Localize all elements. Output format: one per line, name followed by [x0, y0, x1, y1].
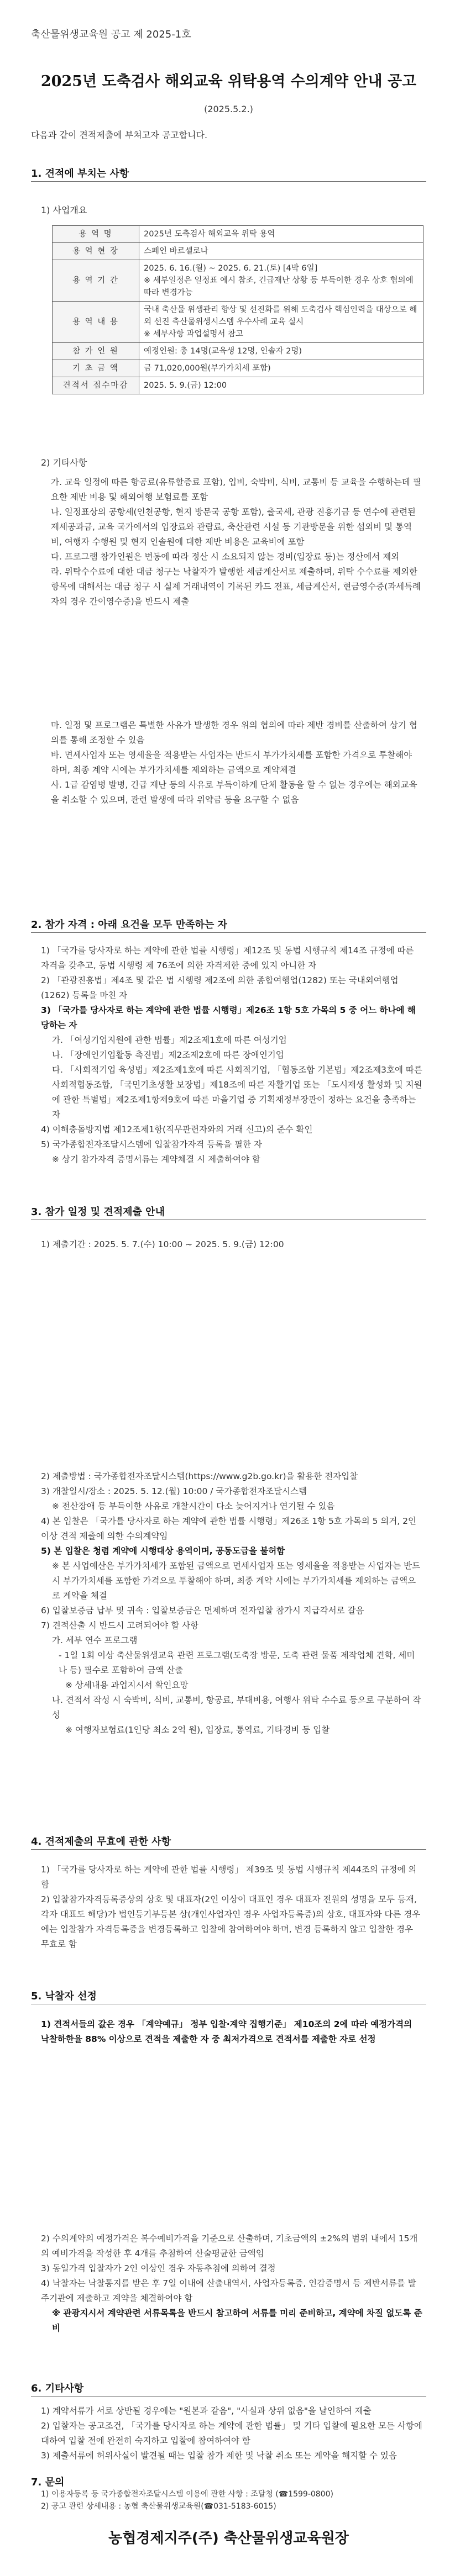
section-3-heading: 3. 참가 일정 및 견적제출 안내: [31, 1206, 165, 1218]
list-item: 2) 「관광진흥법」제4조 및 같은 법 시행령 제2조에 의한 종합여행업(1282) 또는 국내외여행업(1262) 등록을 마친 자: [41, 975, 399, 1000]
list-item: 4) 낙찰자는 낙찰통지를 받은 후 7일 이내에 산출내역서, 사업자등록증, 인감증명서 등 제반서류를 발주기관에 제출하고 계약을 체결하여야 함: [41, 2278, 416, 2303]
project-overview-table: [52, 225, 423, 394]
list-item: 3) 제출서류에 허위사실이 발견될 때는 입찰 참가 제한 및 낙찰 취소 또는 계약을 해지할 수 있음: [41, 2451, 397, 2461]
list-item: 1) 「국가를 당사자로 하는 계약에 관한 법률 시행령」제12조 및 동법 시행규칙 제14조 규정에 따른 자격을 갖추고, 동법 시행령 제 76조에 의한 자격제한 중에 있지 아니한 자: [41, 946, 414, 970]
section-2-items: [41, 943, 422, 1167]
intro-text: 다음과 같이 견적제출에 부쳐고자 공고합니다.: [31, 130, 208, 140]
list-item: 마. 일정 및 프로그램은 특별한 사유가 발생한 경우 위의 협의에 따라 제반 경비를 산출하여 상기 협의를 통해 조정할 수 있음: [51, 720, 417, 745]
list-item: 1) 제출기간 : 2025. 5. 7.(수) 10:00 ~ 2025. 5. 9.(금) 12:00: [41, 1239, 284, 1249]
list-item: ※ 본 사업예산은 부가가치세가 포함된 금액으로 면세사업자 또는 영세율을 적용받는 사업자는 반드시 부가가치세를 포함한 가격으로 투찰해야 하며, 최종 계약 시에는 부가가치세를 제외하는 금액으로 계약을 체결: [52, 1561, 421, 1601]
section-7-heading: 7. 문의: [31, 2477, 65, 2488]
list-item: 2) 제출방법 : 국가종합전자조달시스템(https://www.g2b.go.kr)을 활용한 전자입찰: [41, 1471, 358, 1481]
list-item: 다. 「사회적기업 육성법」제2조제1호에 따른 사회적기업, 「협동조합 기본법」제2조제3호에 따른 사회적협동조합, 「국민기초생활 보장법」제18조에 따른 자활기업 또는 「도시재생 활성화 및 지원에 관한 특별법」제2조제1항제9호에 따른 마을기업 중 기획재정부장관이 정하는 요건을 충족하는 자: [52, 1065, 422, 1120]
list-item: 가. 세부 연수 프로그램: [52, 1635, 138, 1645]
section-5-items: [41, 2017, 422, 2047]
section-5-items-cont: [41, 2231, 422, 2336]
list-item: 1) 「국가를 당사자로 하는 계약에 관한 법률 시행령」 제39조 및 동법 시행규칙 제44조의 규정에 의함: [41, 1865, 417, 1889]
table-row: 참 가 인 원 예정인원: 총 14명(교육생 12명, 인솔자 2명): [53, 343, 423, 360]
list-item: 2) 입찰자는 공고조건, 「국가를 당사자로 하는 계약에 관한 법률」 및 기타 입찰에 필요한 모든 사항에 대하여 입찰 전에 완전히 숙지하고 입찰에 참여하여야 함: [41, 2421, 422, 2446]
notice-date: (2025.5.2.): [204, 104, 253, 114]
list-item: 5) 본 입찰은 청렴 계약에 시행대상 용역이며, 공동도급을 불허함: [41, 1546, 285, 1556]
list-item: 사. 1급 감염병 발병, 긴급 재난 등의 사유로 부득이하게 단체 활동을 할 수 없는 경우에는 해외교육을 취소할 수 있으며, 관련 발생에 따라 위약금 등을 요구할 수 없음: [51, 780, 417, 805]
list-item: ※ 전산장애 등 부득이한 사유로 개찰시간이 다소 늦어지거나 연기될 수 있음: [52, 1501, 335, 1511]
section-7-items: [41, 2488, 422, 2512]
list-item: 1) 계약서류가 서로 상반될 경우에는 "원본과 같음", "사실과 상위 없음"을 날인하여 제출: [41, 2406, 372, 2416]
list-item: 바. 면세사업자 또는 영세율을 적용받는 사업자는 반드시 부가가치세를 포함한 가격으로 투찰해야 하며, 최종 계약 시에는 부가가치세를 제외하는 금액으로 계약체결: [51, 750, 412, 775]
table-row: 용 역 내 용 국내 축산물 위생관리 향상 및 선진화를 위해 도축검사 핵심인력을 대상으로 해외 선진 축산물위생시스템 우수사례 교육 실시 ※ 세부사항 과업설명서 참고: [53, 302, 423, 343]
list-item: 6) 입찰보증금 납부 및 귀속 : 입찰보증금은 면제하며 전자입찰 참가시 지급각서로 갈음: [41, 1606, 364, 1616]
list-item: 3) 개찰일시/장소 : 2025. 5. 12.(월) 10:00 / 국가종합전자조달시스템: [41, 1486, 307, 1496]
notice-title: 2025년 도축검사 해외교육 위탁용역 수의계약 안내 공고: [40, 73, 417, 90]
section-3-items-cont: [41, 1469, 422, 1738]
list-item: 나. 견적서 작성 시 숙박비, 식비, 교통비, 항공료, 부대비용, 여행사 위탁 수수료 등으로 구분하여 작성: [52, 1695, 421, 1720]
list-item: ※ 상세내용 과업지시서 확인요망: [65, 1680, 189, 1690]
section-2-heading: 2. 참가 자격 : 아래 요건을 모두 만족하는 자: [31, 919, 227, 931]
table-row: 기 초 금 액 금 71,020,000원(부가가치세 포함): [53, 360, 423, 377]
list-item: 2) 입찰참가자격등록증상의 상호 및 대표자(2인 이상이 대표인 경우 대표자 전원의 성명을 모두 등재, 각자 대표도 해당)가 법인등기부등본 상(개인사업자인 경우 사업자등록증)의 상호, 대표자와 다른 경우에는 입찰참가 자격등록증을 변경등록하고 입찰에 참여하여야 하며, 변경 등록하지 않고 입찰한 경우 무효로 함: [41, 1894, 421, 1949]
list-item: 가. 교육 일정에 따른 항공료(유류할증료 포함), 입비, 숙박비, 식비, 교통비 등 교육을 수행하는데 필요한 제반 비용 및 해외여행 보험료를 포함: [51, 477, 421, 502]
table-row: 용 역 기 간 2025. 6. 16.(월) ~ 2025. 6. 21.(토) [4박 6일] ※ 세부일정은 일정표 예시 참조, 긴급재난 상황 등 부득이한 경우 상호 협의에 따라 변경가능: [53, 260, 423, 302]
table-row: 견적서 접수마감 2025. 5. 9.(금) 12:00: [53, 377, 423, 394]
section-6-items: [41, 2404, 422, 2463]
list-item: 5) 국가종합전자조달시스템에 입찰참가자격 등록을 필한 자: [41, 1139, 262, 1149]
issuer-name: 농협경제지주(주) 축산물위생교육원장: [108, 2530, 349, 2547]
section-divider: [31, 932, 426, 933]
section-1-heading: 1. 견적에 부치는 사항: [31, 168, 129, 180]
list-item: 7) 견적산출 시 반드시 고려되어야 할 사항: [41, 1620, 199, 1630]
section-1-items-cont: [51, 718, 422, 807]
list-item: 1) 이용자등록 등 국가종합전자조달시스템 이용에 관한 사항 : 조달청 (☎1599-0800): [41, 2490, 333, 2499]
table-row: 용 역 현 장 스페인 바르셀로나: [53, 243, 423, 260]
list-item: 나. 「장애인기업활동 촉진법」제2조제2호에 따른 장애인기업: [52, 1050, 284, 1060]
other-matters-subheading: 2) 기타사항: [41, 457, 87, 468]
section-4-heading: 4. 견적제출의 무효에 관한 사항: [31, 1836, 171, 1847]
list-item: ※ 상기 참가자격 증명서류는 계약체결 시 제출하여야 함: [52, 1154, 260, 1164]
section-3-items: [41, 1237, 422, 1252]
section-1-items: [51, 475, 422, 609]
list-item: 2) 공고 관련 상세내용 : 농협 축산물위생교육원(☎031-5183-6015): [41, 2502, 276, 2511]
list-item: 4) 본 입찰은 「국가를 당사자로 하는 계약에 관한 법률 시행령」제26조 1항 5호 가목의 5 의거, 2인 이상 견적 제출에 의한 수의계약임: [41, 1516, 417, 1541]
list-item: - 1일 1회 이상 축산물위생교육 관련 프로그램(도축장 방문, 도축 관련 물품 제작업체 견학, 세미나 등) 필수로 포함하여 금액 산출: [59, 1650, 415, 1675]
overview-subheading: 1) 사업개요: [41, 205, 87, 215]
list-item: 다. 프로그램 참가인원은 변동에 따라 정산 시 소요되지 않는 경비(입장료 등)는 정산에서 제외: [51, 552, 400, 562]
list-item: ※ 여행자보험료(1인당 최소 2억 원), 입장료, 통역료, 기타경비 등 입찰: [65, 1725, 330, 1735]
section-divider: [31, 181, 426, 182]
section-4-items: [41, 1862, 422, 1952]
section-divider: [31, 1849, 426, 1850]
table-row: 용 역 명 2025년 도축검사 해외교육 위탁 용역: [53, 226, 423, 243]
section-6-heading: 6. 기타사항: [31, 2383, 84, 2394]
list-item: 나. 일정표상의 공항세(인천공항, 현지 방문국 공항 포함), 출국세, 관광 진흥기금 등 연수에 관련된 제세공과금, 교육 국가에서의 입장료와 관람료, 축산관련 시설 등 기관방문을 위한 섭외비 및 통역비, 여행자 수행원 및 현지 인솔원에 대한 제반 비용은 교육비에 포함: [51, 507, 416, 547]
list-item: 3) 「국가를 당사자로 하는 계약에 관한 법률 시행령」제26조 1항 5호 가목의 5 중 어느 하나에 해당하는 자: [41, 1005, 416, 1030]
list-item: 라. 위탁수수료에 대한 대금 청구는 낙찰자가 발행한 세금계산서로 제출하며, 위탁 수수료를 제외한 항목에 대해서는 대금 청구 시 실제 거래내역이 기록된 카드 전표, 세금계산서, 현금영수증(과세특례자의 경우 간이영수증)을 반드시 제출: [51, 567, 421, 606]
list-item: 가. 「여성기업지원에 관한 법률」제2조제1호에 따른 여성기업: [52, 1035, 287, 1045]
list-item: ※ 관광지시서 계약관련 서류목록을 반드시 참고하여 서류를 미리 준비하고, 계약에 차질 없도록 준비: [52, 2308, 422, 2333]
list-item: 3) 동일가격 입찰자가 2인 이상인 경우 자동추첨에 의하여 결정: [41, 2263, 276, 2273]
list-item: 4) 이해충돌방지법 제12조제1항(직무관련자와의 거래 신고)의 준수 확인: [41, 1125, 313, 1134]
list-item: 2) 수의계약의 예정가격은 복수예비가격을 기준으로 산출하며, 기초금액의 ±2%의 범위 내에서 15개의 예비가격을 작성한 후 4개를 추첨하여 산술평균한 금액임: [41, 2234, 418, 2258]
section-5-heading: 5. 낙찰자 선정: [31, 1991, 97, 2002]
list-item: 1) 견적서들의 값은 경우 「계약예규」 정부 입찰·계약 집행기준」 제10조의 2에 따라 예정가격의 낙찰하한율 88% 이상으로 견적을 제출한 자 중 최저가격으로 견적서를 제출한 자로 선정: [41, 2019, 412, 2044]
document-number: 축산물위생교육원 공고 제 2025-1호: [31, 29, 191, 40]
